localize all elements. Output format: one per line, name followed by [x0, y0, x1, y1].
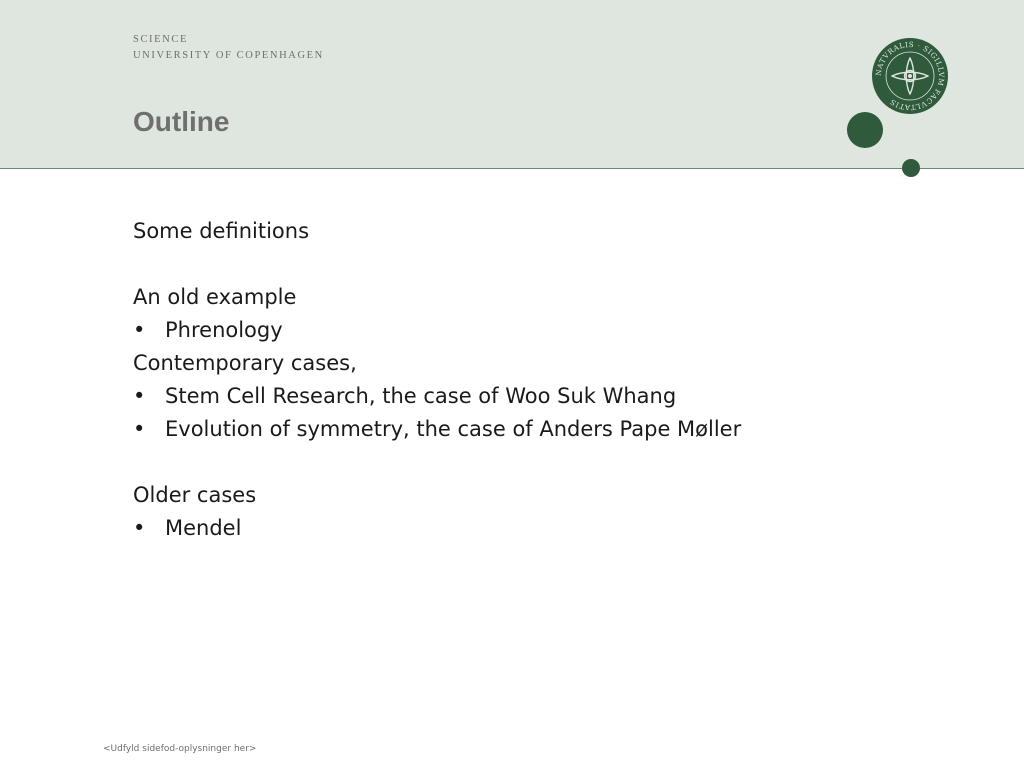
header-divider: [0, 168, 1024, 169]
bullet-text: Stem Cell Research, the case of Woo Suk Whang: [165, 384, 677, 408]
body-line: [133, 281, 933, 314]
bullet-item: [133, 413, 933, 446]
footer-text: <Udfyld sidefod-oplysninger her>: [103, 744, 257, 754]
line-text: Contemporary cases,: [133, 351, 357, 375]
slide-title: Outline: [133, 106, 230, 137]
line-text: Some definitions: [133, 219, 310, 243]
bullet-item: [133, 512, 933, 545]
slide-body: [133, 215, 933, 545]
body-line: [133, 479, 933, 512]
blank-line: [133, 248, 933, 281]
body-line: [133, 347, 933, 380]
bullet-text: Evolution of symmetry, the case of Anders Pape Møller: [165, 417, 742, 441]
bullet-icon: •: [133, 318, 146, 342]
bullet-text: Phrenology: [165, 318, 283, 342]
line-text: An old example: [133, 285, 297, 309]
university-seal-icon: [871, 37, 949, 115]
line-text: Older cases: [133, 483, 257, 507]
bullet-icon: •: [133, 417, 146, 441]
bullet-text: Mendel: [165, 516, 242, 540]
faculty-label: SCIENCE: [133, 34, 188, 45]
blank-line: [133, 446, 933, 479]
body-line: [133, 215, 933, 248]
decorative-dot-large: [847, 112, 883, 148]
bullet-item: [133, 314, 933, 347]
bullet-item: [133, 380, 933, 413]
university-label: UNIVERSITY OF COPENHAGEN: [133, 50, 324, 61]
bullet-icon: •: [133, 384, 146, 408]
decorative-dot-small: [902, 159, 920, 177]
seal-text: NATVRALIS · SIGILLVM FACVLTATIS: [873, 39, 947, 113]
bullet-icon: •: [133, 516, 146, 540]
